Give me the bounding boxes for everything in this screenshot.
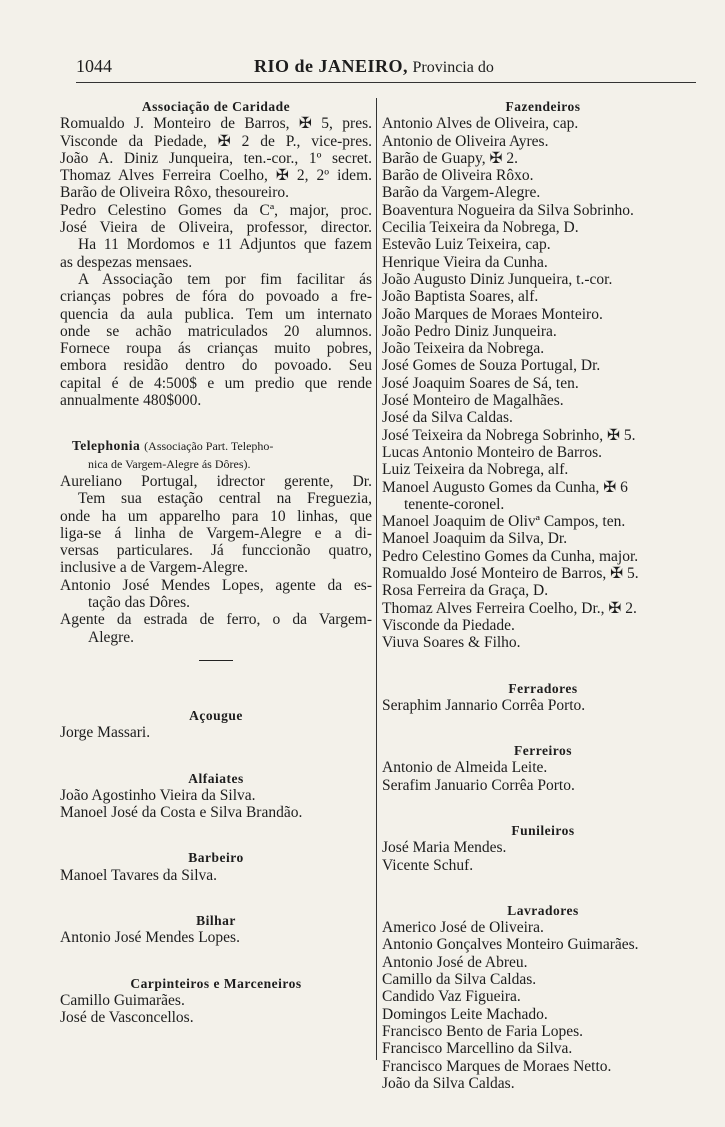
- list-item: Manoel Joaquim da Silva, Dr.: [382, 530, 568, 548]
- list-item: Antonio José Mendes Lopes, agente da es-: [60, 576, 372, 594]
- list-item: Cecilia Teixeira da Nobrega, D.: [382, 219, 579, 237]
- paragraph-line: A Associação tem por fim facilitar ás: [78, 270, 372, 288]
- list-item: João Baptista Soares, alf.: [382, 288, 539, 306]
- list-item-continuation: tação das Dôres.: [88, 594, 190, 612]
- paragraph-line: as despezas mensaes.: [60, 253, 193, 271]
- list-item: Domingos Leite Machado.: [382, 1005, 548, 1023]
- section-heading-barbeiro: Barbeiro: [188, 850, 244, 866]
- list-item: João A. Diniz Junqueira, ten.-cor., 1º secret.: [60, 149, 372, 167]
- list-item: Luiz Teixeira da Nobrega, alf.: [382, 461, 569, 479]
- paragraph-line: Fornece roupa ás crianças muito pobres,: [60, 340, 372, 358]
- list-item: Visconde da Piedade, ✠ 2 de P., vice-pres.: [60, 132, 372, 150]
- list-item: Antonio Gonçalves Monteiro Guimarães.: [382, 936, 639, 954]
- section-heading-alfaiates: Alfaiates: [188, 770, 244, 786]
- list-item: Americo José de Oliveira.: [382, 919, 544, 937]
- telephonia-heading-line: [60, 437, 372, 455]
- list-item: Antonio José Mendes Lopes.: [60, 929, 240, 947]
- list-item: Manoel José da Costa e Silva Brandão.: [60, 804, 303, 822]
- paragraph-line: Ha 11 Mordomos e 11 Adjuntos que fazem: [78, 236, 372, 254]
- list-item: Romualdo J. Monteiro de Barros, ✠ 5, pres.: [60, 115, 372, 133]
- list-item: Agente da estrada de ferro, o da Vargem-: [60, 611, 372, 629]
- list-item: José da Silva Caldas.: [382, 409, 513, 427]
- list-item: Barão de Oliveira Rôxo, thesoureiro.: [60, 184, 289, 202]
- list-item: João Pedro Diniz Junqueira.: [382, 322, 557, 340]
- list-item: Jorge Massari.: [60, 724, 151, 742]
- section-heading-ferreiros: Ferreiros: [514, 743, 572, 759]
- list-item: Viuva Soares & Filho.: [382, 634, 521, 652]
- list-item: Francisco Marcellino da Silva.: [382, 1040, 573, 1058]
- column-divider: [376, 98, 377, 1060]
- list-item: Barão da Vargem-Alegre.: [382, 184, 541, 202]
- list-item: Francisco Bento de Faria Lopes.: [382, 1022, 584, 1040]
- list-item-continuation: tenente-coronel.: [404, 495, 505, 513]
- list-item: Vicente Schuf.: [382, 856, 474, 874]
- list-item: João Agostinho Vieira da Silva.: [60, 786, 256, 804]
- paragraph-line: onde ha um apparelho para 10 linhas, que: [60, 507, 372, 525]
- list-item: João Marques de Moraes Monteiro.: [382, 305, 603, 323]
- header-subtitle: Provincia do: [412, 59, 494, 76]
- section-heading-lavradores: Lavradores: [507, 902, 579, 918]
- paragraph-line: annualmente 480$000.: [60, 392, 202, 410]
- paragraph-line: Tem sua estação central na Freguezia,: [78, 490, 372, 508]
- list-item: Romualdo José Monteiro de Barros, ✠ 5.: [382, 565, 639, 583]
- list-item-continuation: Alegre.: [88, 628, 135, 646]
- list-item: José de Vasconcellos.: [60, 1009, 194, 1027]
- list-item: Visconde da Piedade.: [382, 616, 515, 634]
- list-item: Pedro Celestino Gomes da Cunha, major.: [382, 547, 639, 565]
- heading-note: nica de Vargem-Alegre ás Dôres).: [88, 456, 251, 471]
- list-item: João Teixeira da Nobrega.: [382, 340, 545, 358]
- list-item: Thomaz Alves Ferreira Coelho, ✠ 2, 2º idem.: [60, 167, 372, 185]
- heading-note: (Associação Part. Telepho-: [144, 439, 274, 454]
- paragraph-line: embora residão dentro do povoado. Seu: [60, 357, 372, 375]
- section-heading-fazendeiros: Fazendeiros: [505, 99, 581, 114]
- list-item: Manoel Tavares da Silva.: [60, 866, 218, 884]
- right-column: [382, 98, 704, 1092]
- list-item: Aureliano Portugal, idrector gerente, Dr.: [60, 472, 372, 490]
- section-heading-carpinteiros: Carpinteiros e Marceneiros: [130, 975, 302, 991]
- page-title: [254, 56, 494, 77]
- list-item: Lucas Antonio Monteiro de Barros.: [382, 443, 602, 461]
- section-heading-telephonia: Telephonia: [72, 438, 141, 454]
- list-item: Barão de Guapy, ✠ 2.: [382, 149, 518, 167]
- page-number: 1044: [76, 56, 112, 76]
- list-item: João Augusto Diniz Junqueira, t.-cor.: [382, 270, 613, 288]
- list-item: Rosa Ferreira da Graça, D.: [382, 582, 549, 600]
- list-item: João da Silva Caldas.: [382, 1074, 515, 1092]
- list-item: José Maria Mendes.: [382, 839, 507, 857]
- header-title: RIO de JANEIRO,: [254, 56, 409, 76]
- list-item: Antonio de Oliveira Ayres.: [382, 132, 549, 150]
- list-item: Thomaz Alves Ferreira Coelho, Dr., ✠ 2.: [382, 599, 637, 617]
- section-heading-caridade: Associação de Caridade: [141, 99, 291, 114]
- list-item: Camillo Guimarães.: [60, 991, 185, 1009]
- header-rule: [76, 82, 696, 83]
- list-item: José Monteiro de Magalhães.: [382, 392, 564, 410]
- list-item: Manoel Augusto Gomes da Cunha, ✠ 6: [382, 478, 628, 496]
- section-heading-ferradores: Ferradores: [508, 680, 578, 696]
- list-item: José Teixeira da Nobrega Sobrinho, ✠ 5.: [382, 426, 636, 444]
- list-item: Antonio Alves de Oliveira, cap.: [382, 115, 579, 133]
- list-item: Antonio de Almeida Leite.: [382, 759, 548, 777]
- list-item: Barão de Oliveira Rôxo.: [382, 167, 534, 185]
- list-item: José Vieira de Oliveira, professor, director.: [60, 219, 372, 237]
- paragraph-line: liga-se á linha de Vargem-Alegre e a di-: [60, 524, 372, 542]
- list-item: Candido Vaz Figueira.: [382, 988, 521, 1006]
- list-item: Estevão Luiz Teixeira, cap.: [382, 236, 551, 254]
- paragraph-line: onde se achão matriculados 20 alumnos.: [60, 322, 372, 340]
- left-column: [60, 98, 372, 1026]
- paragraph-line: crianças pobres de fóra do povoado a fre-: [60, 288, 372, 306]
- section-heading-bilhar: Bilhar: [196, 912, 236, 928]
- list-item: Seraphim Jannario Corrêa Porto.: [382, 696, 586, 714]
- list-item: Boaventura Nogueira da Silva Sobrinho.: [382, 201, 634, 219]
- page-header: [0, 56, 725, 80]
- list-item: Manoel Joaquim de Olivª Campos, ten.: [382, 513, 626, 531]
- section-heading-funileiros: Funileiros: [511, 822, 575, 838]
- paragraph-line: quencia da aula publica. Tem um internato: [60, 305, 372, 323]
- list-item: Pedro Celestino Gomes da Cª, major, proc.: [60, 201, 372, 219]
- paragraph-line: capital é de 4:500$ e um predio que rende: [60, 374, 372, 392]
- paragraph-line: inclusive a de Vargem-Alegre.: [60, 559, 248, 577]
- list-item: Francisco Marques de Moraes Netto.: [382, 1057, 612, 1075]
- list-item: Serafim Januario Corrêa Porto.: [382, 776, 575, 794]
- list-item: Henrique Vieira da Cunha.: [382, 253, 548, 271]
- list-item: Camillo da Silva Caldas.: [382, 971, 537, 989]
- section-heading-acougue: Açougue: [189, 707, 243, 723]
- list-item: José Gomes de Souza Portugal, Dr.: [382, 357, 601, 375]
- paragraph-line: versas particulares. Já funccionão quatro,: [60, 542, 372, 560]
- list-item: José Joaquim Soares de Sá, ten.: [382, 374, 579, 392]
- list-item: Antonio José de Abreu.: [382, 953, 528, 971]
